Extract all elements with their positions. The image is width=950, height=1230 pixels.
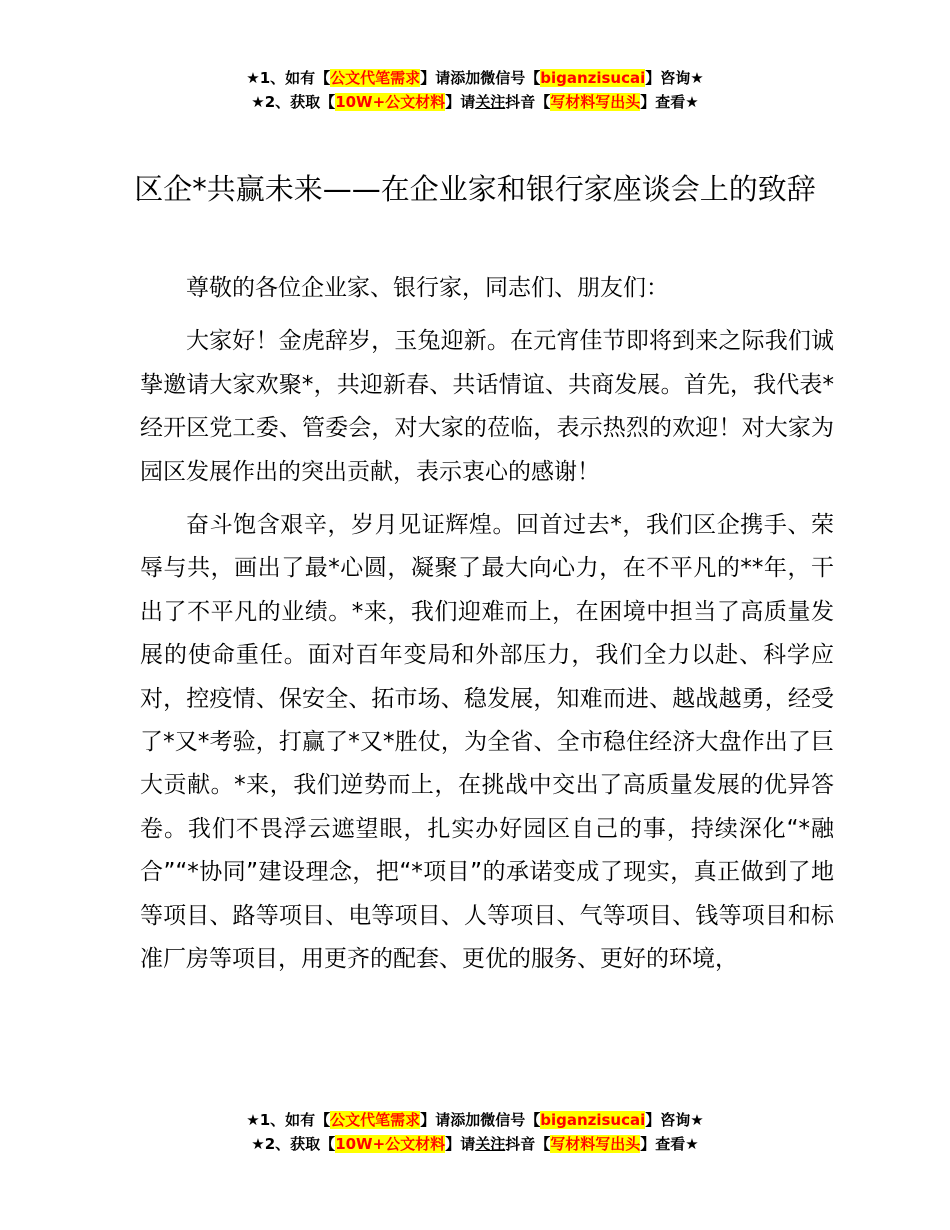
paragraph: 大家好！金虎辞岁，玉兔迎新。在元宵佳节即将到来之际我们诚挚邀请大家欢聚*，共迎新春、共话情谊、共商发展。首先，我代表*经开区党工委、管委会，对大家的莅临，表示热烈的欢迎！对大家为园区发展作出的突出贡献，表示衷心的感谢！ <box>140 328 834 485</box>
highlight-text: 写材料写出头 <box>550 93 641 111</box>
promo-line-2: ★2、获取【10W+公文材料】请关注抖音【写材料写出头】查看★ <box>251 93 699 111</box>
paragraph: 奋斗饱含艰辛，岁月见证辉煌。回首过去*，我们区企携手、荣辱与共，画出了最*心圆，凝聚了最大向心力，在不平凡的**年，干出了不平凡的业绩。*来，我们迎难而上，在困境中担当了高质量发展的使命重任。面对百年变局和外部压力，我们全力以赴、科学应对，控疫情、保安全、拓市场、稳发展，知难而进、越战越勇，经受了*又*考验，打赢了*又*胜仗，为全省、全市稳住经济大盘作出了巨大贡献。*来，我们逆势而上，在挑战中交出了高质量发展的优异答卷。我们不畏浮云遮望眼，扎实办好园区自己的事，持续深化“*融合”“*协同”建设理念，把“*项目”的承诺变成了现实，真正做到了地等项目、路等项目、电等项目、人等项目、气等项目、钱等项目和标准厂房等项目，用更齐的配套、更优的服务、更好的环境， <box>140 512 834 973</box>
highlight-text: 公文代笔需求 <box>330 1111 421 1129</box>
promo-line-1: ★1、如有【公文代笔需求】请添加微信号【biganzisucai】咨询★ <box>246 69 704 87</box>
promo-line-2: ★2、获取【10W+公文材料】请关注抖音【写材料写出头】查看★ <box>251 1135 699 1153</box>
underlined-text: 关注 <box>475 93 506 111</box>
promo-line-1: ★1、如有【公文代笔需求】请添加微信号【biganzisucai】咨询★ <box>246 1111 704 1129</box>
highlight-text: 公文代笔需求 <box>330 69 421 87</box>
promo-footer <box>0 1108 950 1156</box>
document-body <box>140 267 834 985</box>
underlined-text: 关注 <box>475 1135 506 1153</box>
highlight-text: 10W+公文材料 <box>335 1135 446 1153</box>
document-title: 区企*共赢未来——在企业家和银行家座谈会上的致辞 <box>134 172 816 206</box>
salutation: 尊敬的各位企业家、银行家，同志们、朋友们： <box>186 275 669 301</box>
wechat-id: biganzisucai <box>540 69 646 87</box>
promo-header <box>0 66 950 114</box>
highlight-text: 写材料写出头 <box>550 1135 641 1153</box>
wechat-id: biganzisucai <box>540 1111 646 1129</box>
highlight-text: 10W+公文材料 <box>335 93 446 111</box>
